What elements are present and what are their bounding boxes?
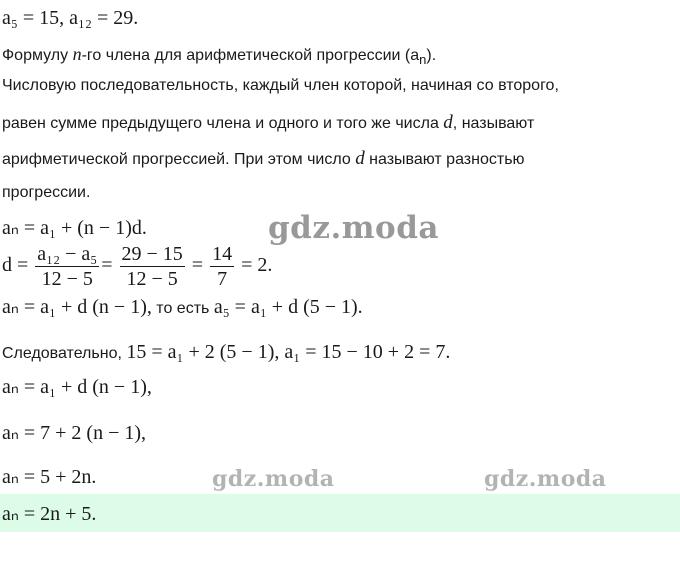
substitution-text: то есть	[151, 300, 214, 317]
difference-equals-2: =	[191, 254, 204, 277]
step-2: aₙ = 7 + 2 (n − 1),	[2, 422, 147, 444]
definition-line-3-b: называют разностью	[364, 151, 525, 168]
definition-line-4: прогрессии.	[2, 184, 91, 201]
formula-intro-text-b: -го члена для арифметической прогрессии (a	[81, 47, 420, 64]
watermark-main: gdz.moda	[268, 210, 439, 246]
definition-line-2-b: , называют	[452, 115, 535, 132]
substitution-line	[2, 297, 363, 317]
step-1: aₙ = a₁ + d (n − 1),	[2, 376, 152, 398]
definition-line-2-a: равен сумме предыдущего члена и одного и того же числа	[2, 115, 444, 132]
difference-lhs: d =	[2, 254, 29, 277]
answer-highlight	[0, 494, 680, 532]
fraction-29-15-denominator: 12 − 5	[126, 268, 178, 290]
substitution-formula: aₙ = a₁ + d (n − 1),	[2, 296, 152, 318]
fraction-a12-a5-numerator: a₁₂ − a₅	[37, 243, 98, 265]
definition-line-3-d: d	[355, 148, 365, 169]
formula-intro	[2, 45, 436, 66]
consequence-equation: 15 = a₁ + 2 (5 − 1),	[126, 341, 280, 363]
substitution-a5: a₅ = a₁ + d (5 − 1).	[213, 296, 363, 318]
fraction-29-15	[120, 244, 185, 289]
definition-line-3	[2, 149, 525, 168]
watermark-small-left: gdz.moda	[212, 466, 335, 492]
consequence-a1: a₁ = 15 − 10 + 2 = 7.	[279, 341, 451, 363]
definition-line-1: Числовую последовательность, каждый член которой, начиная со второго,	[2, 77, 559, 94]
final-answer: aₙ = 2n + 5.	[2, 503, 97, 525]
definition-line-3-a: арифметической прогрессией. При этом число	[2, 151, 356, 168]
difference-equals-1: =	[101, 254, 113, 277]
step-3: aₙ = 5 + 2n.	[2, 466, 97, 488]
general-formula: aₙ = a₁ + (n − 1)d.	[2, 217, 147, 239]
difference-calculation	[2, 244, 272, 289]
given-values: a₅ = 15, a₁₂ = 29.	[2, 7, 139, 29]
definition-line-2-d: d	[443, 112, 453, 133]
definition-line-2	[2, 113, 534, 132]
fraction-14-7	[210, 244, 234, 289]
fraction-a12-a5-denominator: 12 − 5	[41, 268, 93, 290]
watermark-small-right: gdz.moda	[484, 466, 607, 492]
fraction-29-15-numerator: 29 − 15	[121, 243, 183, 265]
formula-intro-text-a: Формулу	[2, 47, 73, 64]
formula-intro-sub: n	[419, 52, 427, 68]
fraction-14-7-denominator: 7	[217, 268, 228, 290]
fraction-14-7-numerator: 14	[212, 243, 233, 265]
formula-intro-text-c: ).	[426, 47, 437, 64]
fraction-a12-a5	[35, 244, 99, 289]
formula-intro-n: n	[72, 44, 82, 64]
difference-result: = 2.	[241, 254, 273, 277]
consequence-line	[2, 342, 450, 362]
consequence-text: Следовательно,	[2, 345, 127, 362]
